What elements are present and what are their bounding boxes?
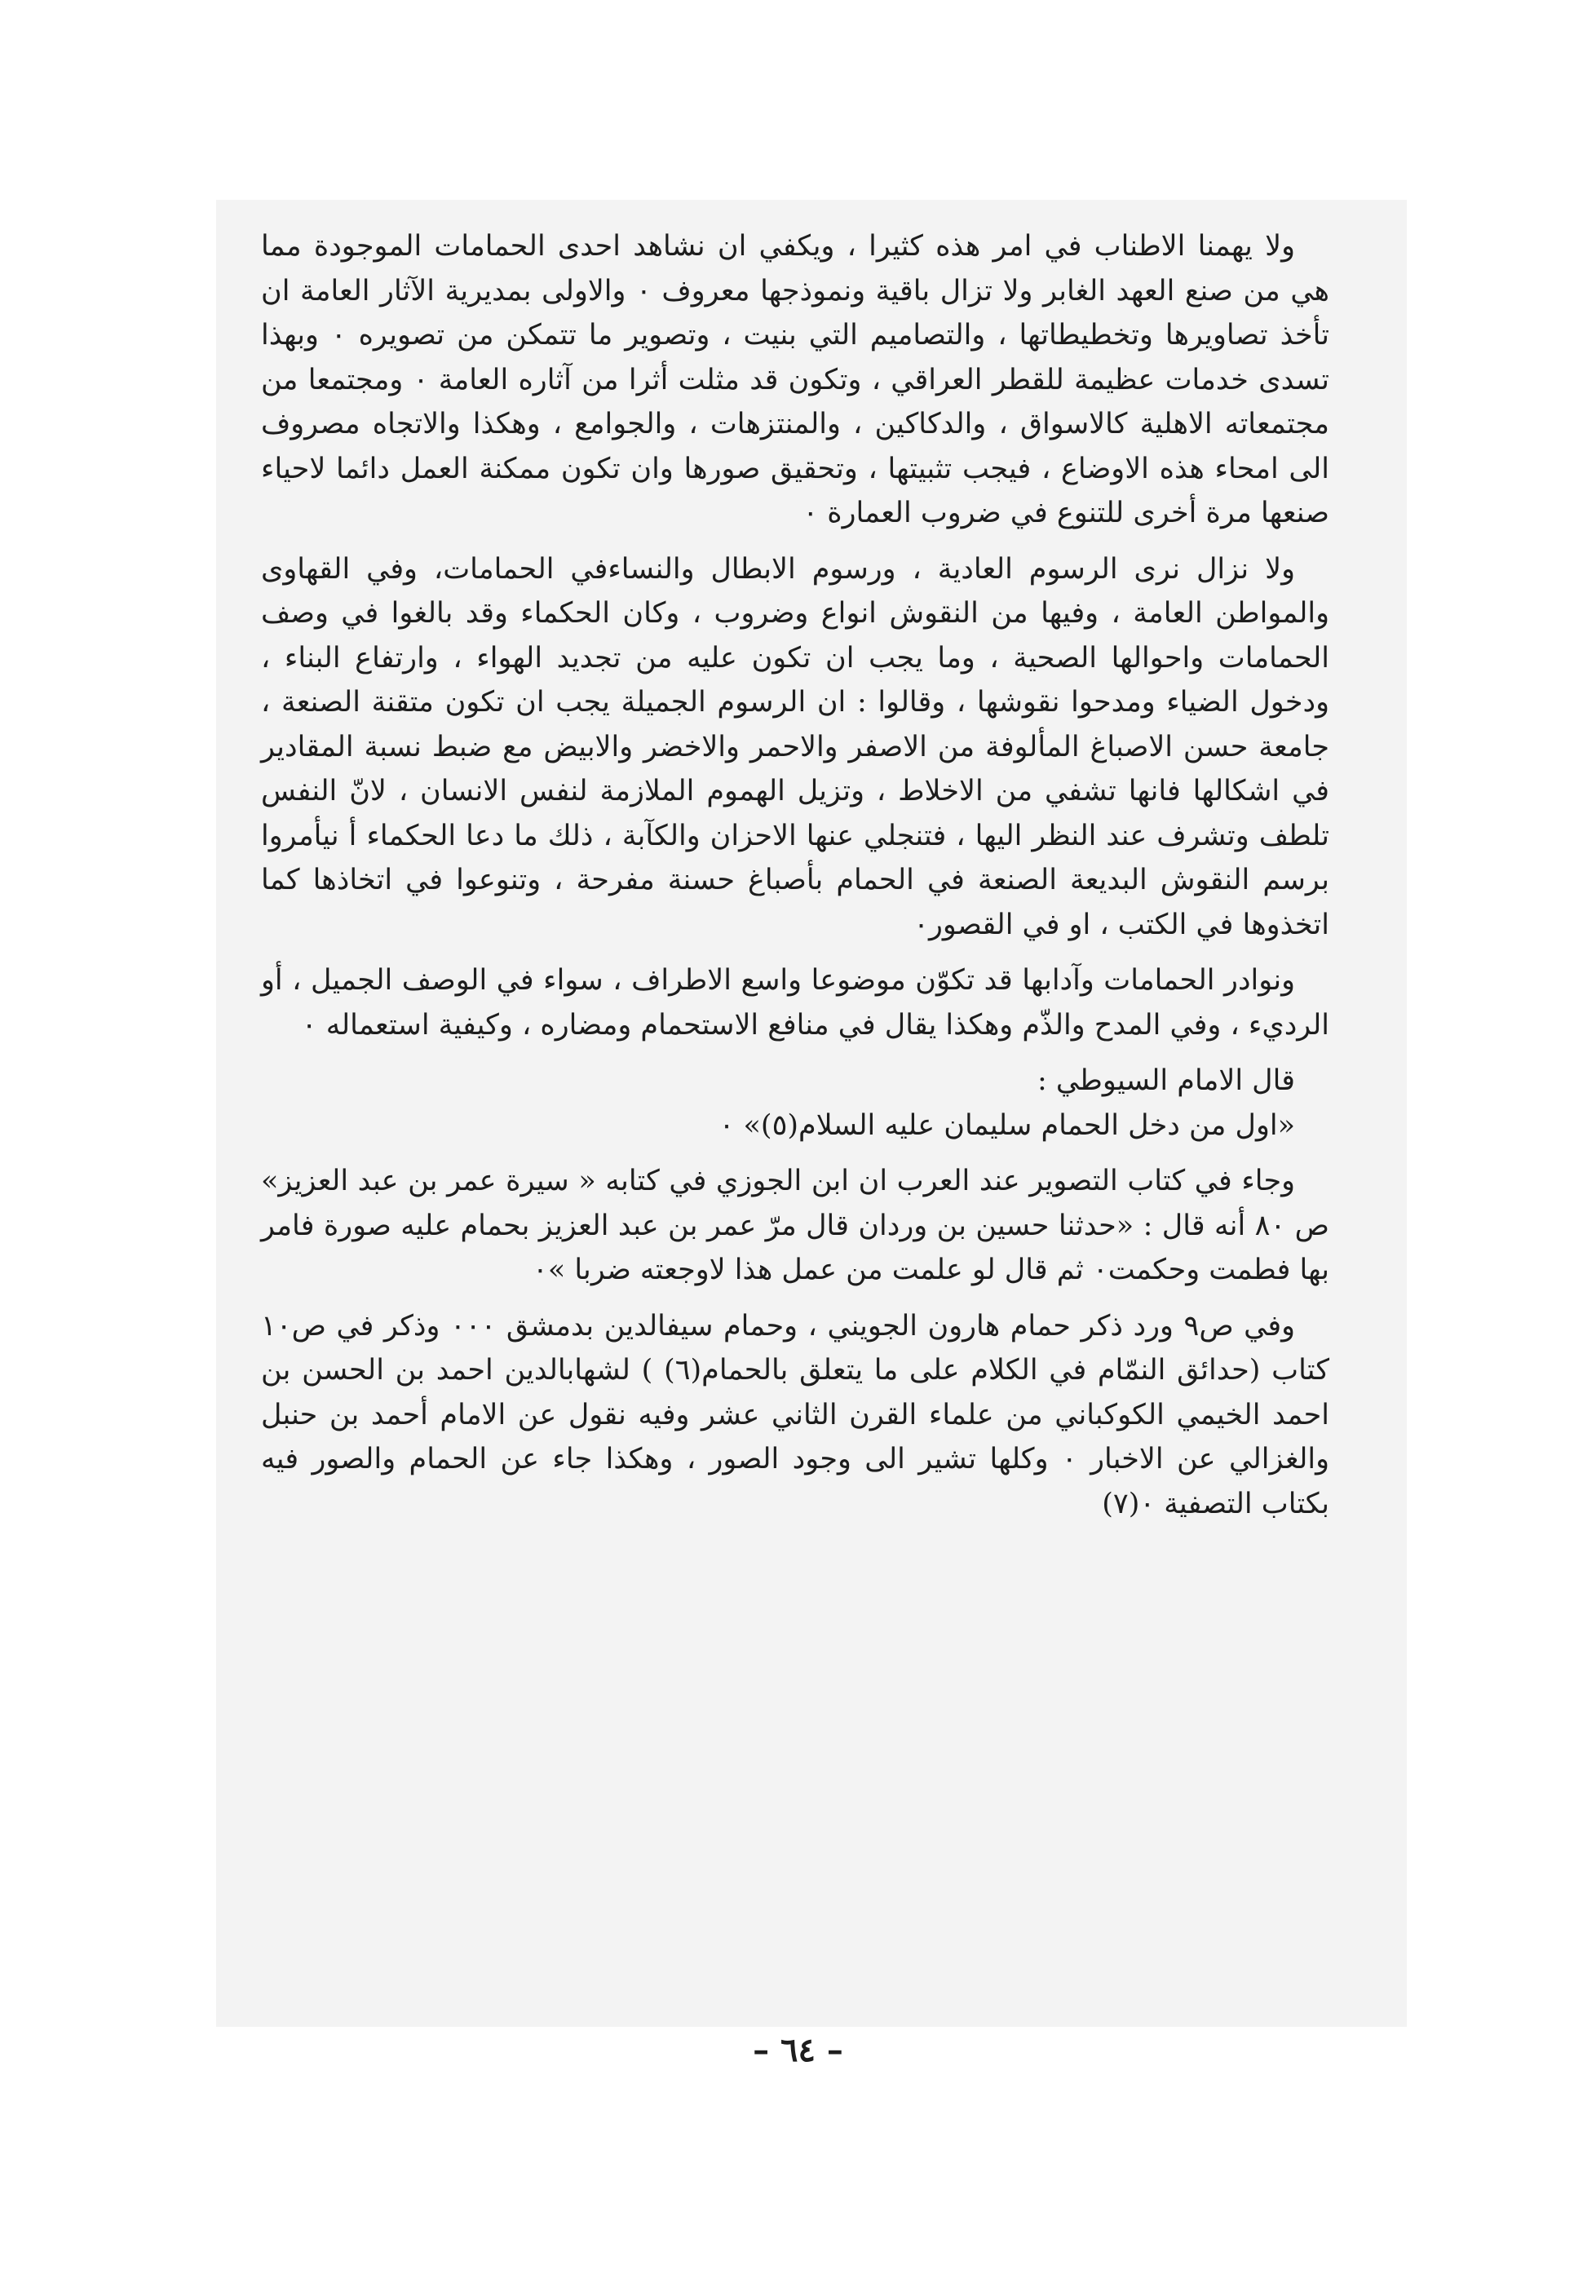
paragraph-3-text: ونوادر الحمامات وآدابها قد تكوّن موضوعا واسع الاطراف ، سواء في الوصف الجميل ، أو الرديء ، وفي المدح والذّم وهكذا يقال في منافع الاستحمام ومضاره ، وكيفية استعماله ٠ bbox=[261, 964, 1329, 1042]
paragraph-4-text: وجاء في كتاب التصوير عند العرب ان ابن الجوزي في كتابه « سيرة عمر بن عبد العزيز» ص ٨٠ أنه قال : «حدثنا حسين بن وردان قال مرّ عمر بن عبد العزيز بحمام عليه صورة فامر بها فطمت وحكمت٠ ثم قال لو علمت من عمل هذا لاوجعته ضربا »٠ bbox=[261, 1165, 1329, 1286]
paragraph-5-text: وفي ص٩ ورد ذكر حمام هارون الجويني ، وحمام سيفالدين بدمشق ٠٠٠ وذكر في ص١٠ كتاب (حدائق النمّام في الكلام على ما يتعلق بالحمام(٦) ) لشهابالدين احمد بن الحسن بن احمد الخيمي الكوكباني من علماء القرن الثاني عشر وفيه نقول عن الامام أحمد بن حنبل والغزالي عن الاخبار ٠ وكلها تشير الى وجود الصور ، وهكذا جاء عن الحمام والصور فيه بكتاب التصفية ٠(٧) bbox=[261, 1309, 1329, 1520]
paragraph-5 bbox=[261, 1304, 1329, 1527]
paragraph-2-text: ولا نزال نرى الرسوم العادية ، ورسوم الابطال والنساءفي الحمامات، وفي القهاوى والمواطن العامة ، وفيها من النقوش انواع وضروب ، وكان الحكماء وقد بالغوا في وصف الحمامات واحوالها الصحية ، وما يجب ان تكون عليه من تجديد الهواء ، وارتفاع البناء ، ودخول الضياء ومدحوا نقوشها ، وقالوا : ان الرسوم الجميلة يجب ان تكون متقنة الصنعة ، جامعة حسن الاصباغ المألوفة من الاصفر والاحمر والاخضر والابيض مع ضبط نسبة المقادير في اشكالها فانها تشفي من الاخلاط ، وتزيل الهموم الملازمة لنفس الانسان ، لانّ النفس تلطف وتشرف عند النظر اليها ، فتنجلي عنها الاحزان والكآبة ، ذلك ما دعا الحكماء أ نيأمروا برسم النقوش البديعة الصنعة في الحمام بأصباغ حسنة مفرحة ، وتنوعوا في اتخاذها كما اتخذوها في الكتب ، او في القصور٠ bbox=[261, 552, 1329, 941]
paragraph-2 bbox=[261, 547, 1329, 948]
paragraph-1-text: ولا يهمنا الاطناب في امر هذه كثيرا ، ويكفي ان نشاهد احدى الحمامات الموجودة مما هي من صنع العهد الغابر ولا تزال باقية ونموذجها معروف ٠ والاولى بمديرية الآثار العامة ان تأخذ تصاويرها وتخطيطاتها ، والتصاميم التي بنيت ، وتصوير ما تتمكن من تصويره ٠ وبهذا تسدى خدمات عظيمة للقطر العراقي ، وتكون قد مثلت أثرا من آثاره العامة ٠ ومجتمعا من مجتمعاته الاهلية كالاسواق ، والدكاكين ، والمنتزهات ، والجوامع ، وهكذا والاتجاه مصروف الى امحاء هذه الاوضاع ، فيجب تثبيتها ، وتحقيق صورها وان تكون ممكنة العمل دائما لاحياء صنعها مرة أخرى للتنوع في ضروب العمارة ٠ bbox=[261, 230, 1330, 529]
paragraph-1 bbox=[261, 224, 1329, 536]
paragraph-3 bbox=[261, 958, 1329, 1047]
quote-block bbox=[261, 1059, 1329, 1148]
quote-text: «اول من دخل الحمام سليمان عليه السلام(٥)» ٠ bbox=[718, 1108, 1295, 1142]
quote-intro: قال الامام السيوطي : bbox=[1037, 1064, 1295, 1097]
page-body bbox=[261, 224, 1329, 1537]
page-number: – ٦٤ – bbox=[753, 2031, 843, 2069]
paragraph-4 bbox=[261, 1159, 1329, 1293]
